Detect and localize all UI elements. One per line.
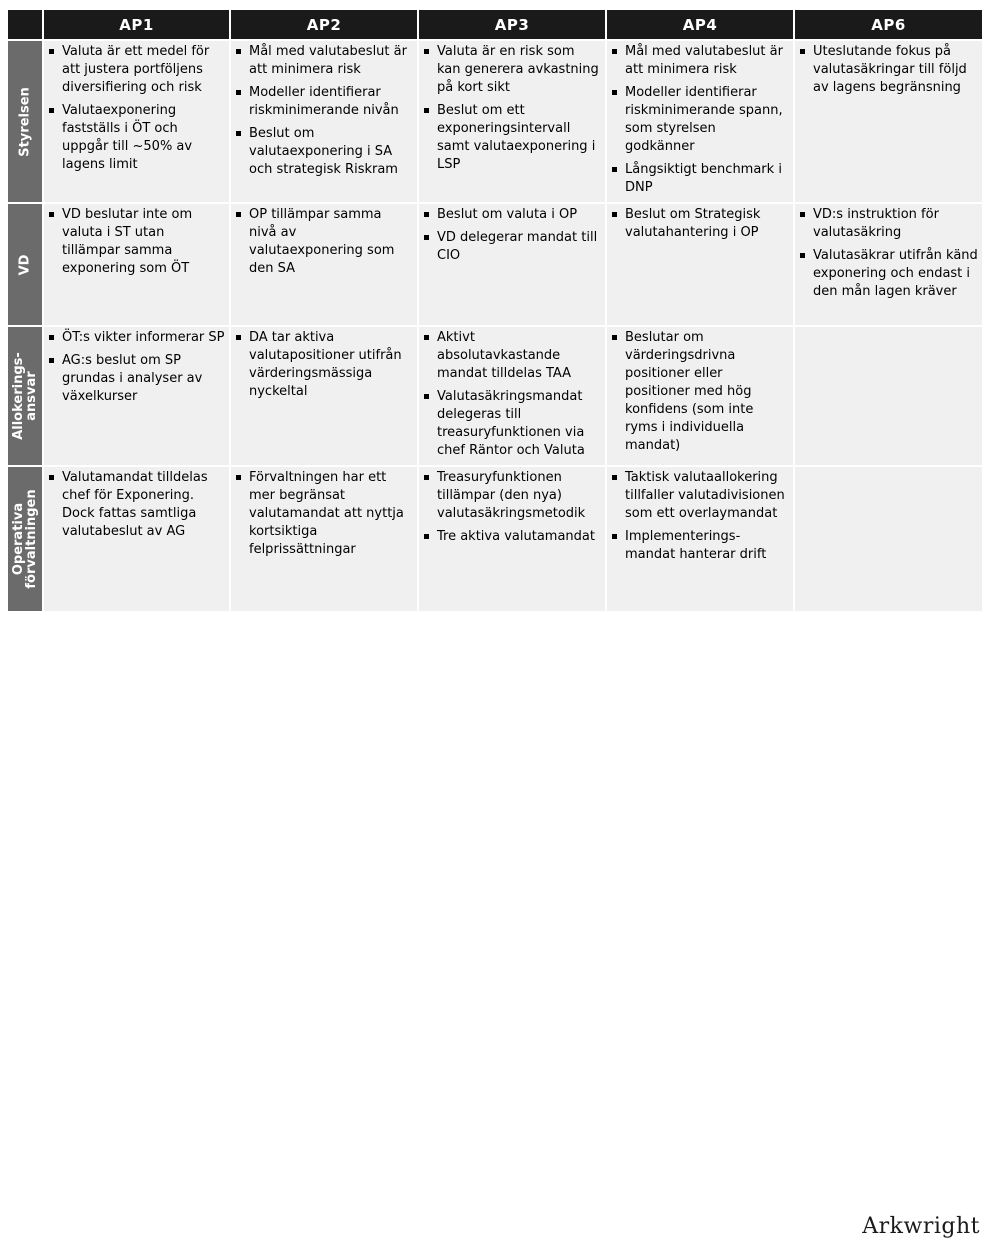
list-item: Mål med valutabeslut är att minimera risk (611, 43, 789, 79)
table-cell (419, 467, 605, 611)
table-cell (44, 327, 229, 465)
table-cell (795, 327, 982, 465)
bullet-list (48, 329, 225, 406)
list-item: Treasuryfunktionen tillämpar (den nya) valutasäkringsmetodik (423, 469, 601, 523)
table-cell (419, 327, 605, 465)
list-item: VD:s instruktion för valutasäkring (799, 206, 978, 242)
list-item: Modeller identifierar riskminimerande spann, som styrelsen godkänner (611, 84, 789, 156)
table-cell (607, 204, 793, 325)
table-cell (607, 327, 793, 465)
column-header-ap1: AP1 (44, 10, 229, 39)
list-item: Beslutar om värderingsdrivna positioner eller positioner med hög konfidens (som inte ryms i individuella mandat) (611, 329, 789, 455)
table-cell (795, 41, 982, 202)
list-item: VD delegerar mandat till CIO (423, 229, 601, 265)
row-header (8, 41, 42, 202)
table-cell (607, 467, 793, 611)
column-header-ap3: AP3 (419, 10, 605, 39)
list-item: Implementerings-mandat hanterar drift (611, 528, 789, 564)
list-item: Modeller identifierar riskminimerande nivån (235, 84, 413, 120)
bullet-list (423, 469, 601, 546)
list-item: Förvaltningen har ett mer begränsat valutamandat att nyttja kortsiktiga felprissättningar (235, 469, 413, 559)
list-item: Valuta är en risk som kan generera avkastning på kort sikt (423, 43, 601, 97)
table-cell (607, 41, 793, 202)
list-item: Valuta är ett medel för att justera portföljens diversifiering och risk (48, 43, 225, 97)
bullet-list (235, 329, 413, 401)
bullet-list (235, 206, 413, 278)
column-header-ap6: AP6 (795, 10, 982, 39)
bullet-list (611, 329, 789, 455)
bullet-list (235, 469, 413, 559)
list-item: Mål med valutabeslut är att minimera risk (235, 43, 413, 79)
list-item: Långsiktigt benchmark i DNP (611, 161, 789, 197)
list-item: Uteslutande fokus på valutasäkringar till följd av lagens begränsning (799, 43, 978, 97)
bullet-list (48, 469, 225, 541)
column-header-ap2: AP2 (231, 10, 417, 39)
list-item: DA tar aktiva valutapositioner utifrån värderingsmässiga nyckeltal (235, 329, 413, 401)
table-cell (44, 204, 229, 325)
list-item: Beslut om valuta i OP (423, 206, 601, 224)
table-cell (231, 204, 417, 325)
list-item: Taktisk valutaallokering tillfaller valutadivisionen som ett overlaymandat (611, 469, 789, 523)
table-cell (44, 467, 229, 611)
table-cell (44, 41, 229, 202)
list-item: OP tillämpar samma nivå av valutaexponering som den SA (235, 206, 413, 278)
list-item: ÖT:s vikter informerar SP (48, 329, 225, 347)
list-item: Valutamandat tilldelas chef för Exponering. Dock fattas samtliga valutabeslut av AG (48, 469, 225, 541)
bullet-list (799, 206, 978, 301)
table-cell (231, 467, 417, 611)
list-item: Aktivt absolutavkastande mandat tilldelas TAA (423, 329, 601, 383)
list-item: Tre aktiva valutamandat (423, 528, 601, 546)
row-header-label: Allokerings- ansvar (11, 352, 39, 440)
bullet-list (611, 43, 789, 197)
row-header-label: Operativa förvaltningen (11, 489, 39, 589)
table-cell (419, 41, 605, 202)
bullet-list (423, 43, 601, 174)
comparison-table (8, 10, 980, 611)
column-header-ap4: AP4 (607, 10, 793, 39)
bullet-list (423, 329, 601, 460)
bullet-list (799, 43, 978, 97)
list-item: AG:s beslut om SP grundas i analyser av växelkurser (48, 352, 225, 406)
bullet-list (235, 43, 413, 179)
bullet-list (48, 43, 225, 174)
table-cell (231, 41, 417, 202)
table-corner (8, 10, 42, 39)
row-header-label: Styrelsen (17, 86, 33, 157)
list-item: Valutasäkrar utifrån känd exponering och endast i den mån lagen kräver (799, 247, 978, 301)
table-cell (419, 204, 605, 325)
bullet-list (48, 206, 225, 278)
table-cell (795, 204, 982, 325)
bullet-list (423, 206, 601, 265)
list-item: VD beslutar inte om valuta i ST utan tillämpar samma exponering som ÖT (48, 206, 225, 278)
arkwright-logo: Arkwright (862, 1214, 980, 1239)
row-header (8, 467, 42, 611)
list-item: Valutaexponering fastställs i ÖT och uppgår till ~50% av lagens limit (48, 102, 225, 174)
list-item: Beslut om Strategisk valutahantering i OP (611, 206, 789, 242)
list-item: Beslut om ett exponeringsintervall samt valutaexponering i LSP (423, 102, 601, 174)
table-cell (231, 327, 417, 465)
row-header-label: VD (17, 254, 33, 275)
table-cell (795, 467, 982, 611)
row-header (8, 204, 42, 325)
row-header (8, 327, 42, 465)
list-item: Beslut om valutaexponering i SA och strategisk Riskram (235, 125, 413, 179)
list-item: Valutasäkringsmandat delegeras till treasuryfunktionen via chef Räntor och Valuta (423, 388, 601, 460)
bullet-list (611, 469, 789, 564)
bullet-list (611, 206, 789, 242)
